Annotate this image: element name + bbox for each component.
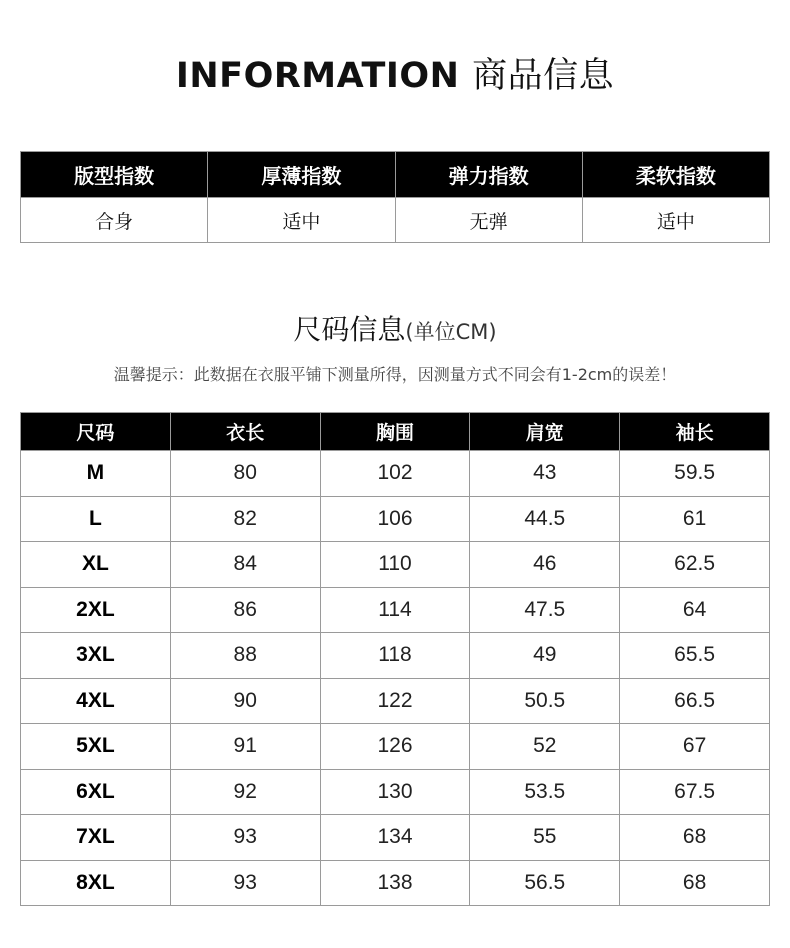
measurement-cell: 80 — [170, 451, 320, 497]
size-header-cell: 肩宽 — [470, 413, 620, 451]
measurement-cell: 68 — [620, 860, 770, 906]
table-row — [21, 678, 770, 724]
size-chart-body — [21, 451, 770, 906]
table-row — [21, 587, 770, 633]
table-row — [21, 769, 770, 815]
size-unit-label: (单位CM) — [405, 320, 497, 344]
size-chart-table — [20, 412, 770, 906]
measurement-cell: 49 — [470, 633, 620, 679]
table-row — [21, 724, 770, 770]
size-label-cell: 8XL — [21, 860, 171, 906]
size-header-cell: 尺码 — [21, 413, 171, 451]
measurement-cell: 53.5 — [470, 769, 620, 815]
measurement-cell: 92 — [170, 769, 320, 815]
size-label-cell: 2XL — [21, 587, 171, 633]
measurement-cell: 93 — [170, 815, 320, 861]
size-title-text: 尺码信息 — [293, 313, 406, 346]
measurement-cell: 56.5 — [470, 860, 620, 906]
measurement-cell: 67 — [620, 724, 770, 770]
measurement-cell: 130 — [320, 769, 470, 815]
measurement-cell: 46 — [470, 542, 620, 588]
measurement-cell: 102 — [320, 451, 470, 497]
table-row — [21, 633, 770, 679]
measurement-cell: 64 — [620, 587, 770, 633]
measurement-cell: 50.5 — [470, 678, 620, 724]
table-row — [21, 451, 770, 497]
measurement-cell: 66.5 — [620, 678, 770, 724]
measurement-cell: 110 — [320, 542, 470, 588]
page-title-en: INFORMATION — [175, 56, 460, 96]
size-label-cell: 3XL — [21, 633, 171, 679]
size-header-cell: 袖长 — [620, 413, 770, 451]
table-row — [21, 542, 770, 588]
measurement-cell: 118 — [320, 633, 470, 679]
size-header-cell: 胸围 — [320, 413, 470, 451]
size-header-cell: 衣长 — [170, 413, 320, 451]
measurement-cell: 65.5 — [620, 633, 770, 679]
measurement-cell: 86 — [170, 587, 320, 633]
table-row — [21, 496, 770, 542]
fabric-value-cell: 无弹 — [395, 198, 582, 243]
size-section-title — [0, 308, 790, 348]
fabric-info-table — [20, 151, 770, 243]
table-row — [21, 860, 770, 906]
size-label-cell: 6XL — [21, 769, 171, 815]
fabric-info-value-row — [21, 198, 770, 243]
page-title-cn: 商品信息 — [472, 56, 615, 96]
size-label-cell: M — [21, 451, 171, 497]
measurement-cell: 106 — [320, 496, 470, 542]
measurement-cell: 61 — [620, 496, 770, 542]
measurement-cell: 134 — [320, 815, 470, 861]
measurement-cell: 114 — [320, 587, 470, 633]
measurement-cell: 43 — [470, 451, 620, 497]
measurement-cell: 88 — [170, 633, 320, 679]
fabric-info-header-row — [21, 152, 770, 198]
measurement-cell: 84 — [170, 542, 320, 588]
fabric-header-cell: 柔软指数 — [582, 152, 769, 198]
fabric-value-cell: 适中 — [208, 198, 395, 243]
measurement-cell: 59.5 — [620, 451, 770, 497]
measurement-cell: 138 — [320, 860, 470, 906]
size-label-cell: L — [21, 496, 171, 542]
measurement-cell: 82 — [170, 496, 320, 542]
measurement-cell: 52 — [470, 724, 620, 770]
measurement-cell: 67.5 — [620, 769, 770, 815]
table-row — [21, 815, 770, 861]
measurement-cell: 44.5 — [470, 496, 620, 542]
fabric-value-cell: 适中 — [582, 198, 769, 243]
size-label-cell: XL — [21, 542, 171, 588]
measurement-cell: 68 — [620, 815, 770, 861]
measurement-cell: 122 — [320, 678, 470, 724]
measurement-cell: 126 — [320, 724, 470, 770]
measurement-cell: 90 — [170, 678, 320, 724]
size-label-cell: 5XL — [21, 724, 171, 770]
measurement-cell: 91 — [170, 724, 320, 770]
fabric-value-cell: 合身 — [21, 198, 208, 243]
fabric-header-cell: 版型指数 — [21, 152, 208, 198]
measurement-cell: 55 — [470, 815, 620, 861]
page-title — [0, 48, 790, 98]
fabric-header-cell: 弹力指数 — [395, 152, 582, 198]
measurement-cell: 93 — [170, 860, 320, 906]
size-label-cell: 7XL — [21, 815, 171, 861]
measurement-cell: 47.5 — [470, 587, 620, 633]
size-chart-header-row — [21, 413, 770, 451]
measurement-note: 温馨提示：此数据在衣服平铺下测量所得，因测量方式不同会有1-2cm的误差！ — [113, 365, 677, 384]
measurement-cell: 62.5 — [620, 542, 770, 588]
size-label-cell: 4XL — [21, 678, 171, 724]
fabric-header-cell: 厚薄指数 — [208, 152, 395, 198]
